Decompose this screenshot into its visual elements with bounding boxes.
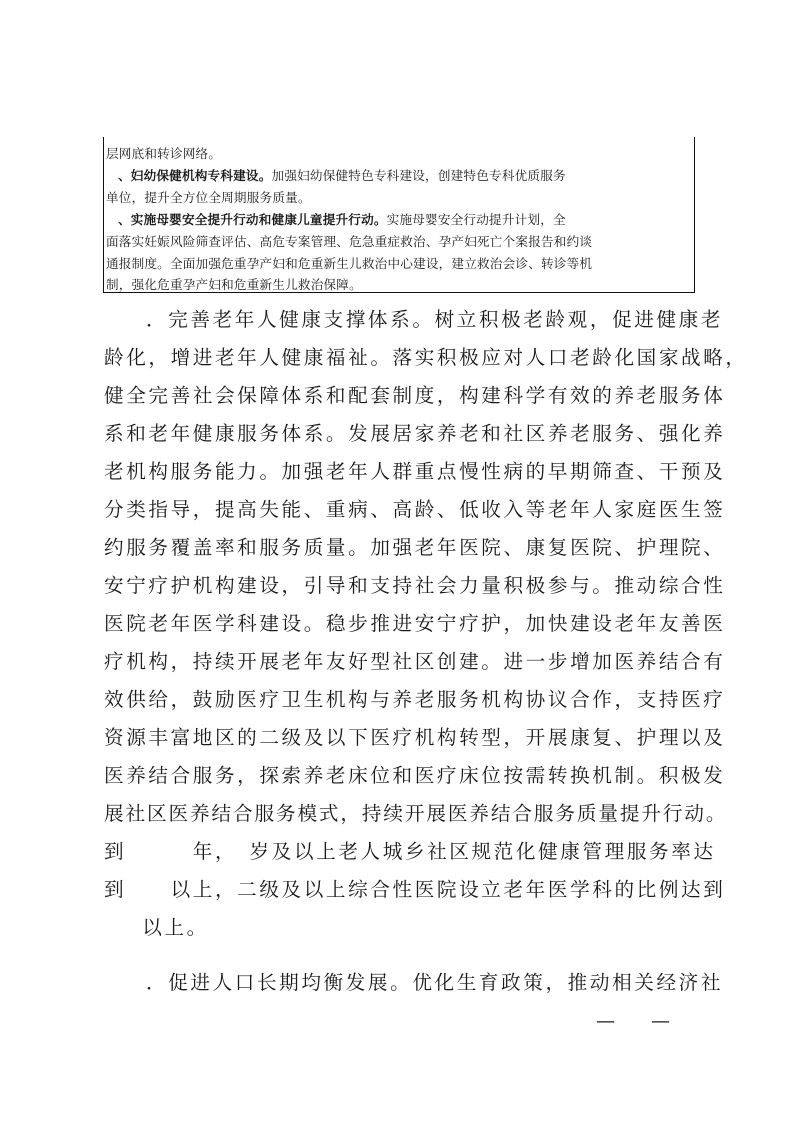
body-line: 医院老年医学科建设。稳步推进安宁疗护，加快建设老年友善医 bbox=[104, 612, 726, 635]
body-line: 展社区医养结合服务模式，持续开展医养结合服务质量提升行动。 bbox=[104, 802, 728, 825]
box-line-6: 通报制度。全面加强危重孕产妇和危重新生儿救治中心建设，建立救治会诊、转诊等机 bbox=[106, 256, 593, 271]
body-line: 到 以上，二级及以上综合性医院设立老年医学科的比例达到 bbox=[104, 878, 726, 901]
text-box bbox=[103, 137, 695, 293]
body-line: 到 年， 岁及以上老人城乡社区规范化健康管理服务率达 bbox=[104, 840, 716, 863]
box-line-2 bbox=[118, 165, 566, 184]
body-line: 健全完善社会保障体系和配套制度，构建科学有效的养老服务体 bbox=[104, 384, 726, 407]
body-line: ．完善老年人健康支撑体系。树立积极老龄观，促进健康老 bbox=[146, 308, 724, 331]
body-line: 分类指导，提高失能、重病、高龄、低收入等老年人家庭医生签 bbox=[104, 498, 726, 521]
body-line: 安宁疗护机构建设，引导和支持社会力量积极参与。推动综合性 bbox=[104, 574, 726, 597]
box-heading-2: 、实施母婴安全提升行动和健康儿童提升行动。 bbox=[118, 212, 387, 227]
page-number-dash-right: — bbox=[651, 1010, 670, 1032]
box-heading-1: 、妇幼保健机构专科建设。 bbox=[118, 168, 272, 183]
body-line: 约服务覆盖率和服务质量。加强老年医院、康复医院、护理院、 bbox=[104, 536, 726, 559]
box-line-1: 层网底和转诊网络。 bbox=[106, 146, 222, 161]
body-line: 以上。 bbox=[120, 916, 209, 939]
body-line: 疗机构，持续开展老年友好型社区创建。进一步增加医养结合有 bbox=[104, 650, 726, 673]
body-line: 龄化，增进老年人健康福祉。落实积极应对人口老龄化国家战略， bbox=[104, 346, 748, 369]
body-line: 系和老年健康服务体系。发展居家养老和社区养老服务、强化养 bbox=[104, 422, 726, 445]
body-line: ．促进人口长期均衡发展。优化生育政策，推动相关经济社 bbox=[146, 971, 724, 994]
body-line: 资源丰富地区的二级及以下医疗机构转型，开展康复、护理以及 bbox=[104, 726, 726, 749]
box-line-2-text: 加强妇幼保健特色专科建设，创建特色专科优质服务 bbox=[271, 168, 566, 183]
box-line-5: 面落实妊娠风险筛查评估、高危专案管理、危急重症救治、孕产妇死亡个案报告和约谈 bbox=[106, 234, 593, 249]
box-line-7: 制，强化危重孕产妇和危重新生儿救治保障。 bbox=[106, 277, 362, 292]
box-line-4-text: 实施母婴安全行动提升计划，全 bbox=[386, 212, 566, 227]
body-line: 医养结合服务，探索养老床位和医疗床位按需转换机制。积极发 bbox=[104, 764, 726, 787]
body-line: 老机构服务能力。加强老年人群重点慢性病的早期筛查、干预及 bbox=[104, 460, 726, 483]
body-line: 效供给，鼓励医疗卫生机构与养老服务机构协议合作，支持医疗 bbox=[104, 688, 726, 711]
box-line-3: 单位，提升全方位全周期服务质量。 bbox=[106, 190, 311, 205]
box-line-4 bbox=[118, 209, 566, 228]
page-number-dash-left: — bbox=[596, 1010, 615, 1032]
